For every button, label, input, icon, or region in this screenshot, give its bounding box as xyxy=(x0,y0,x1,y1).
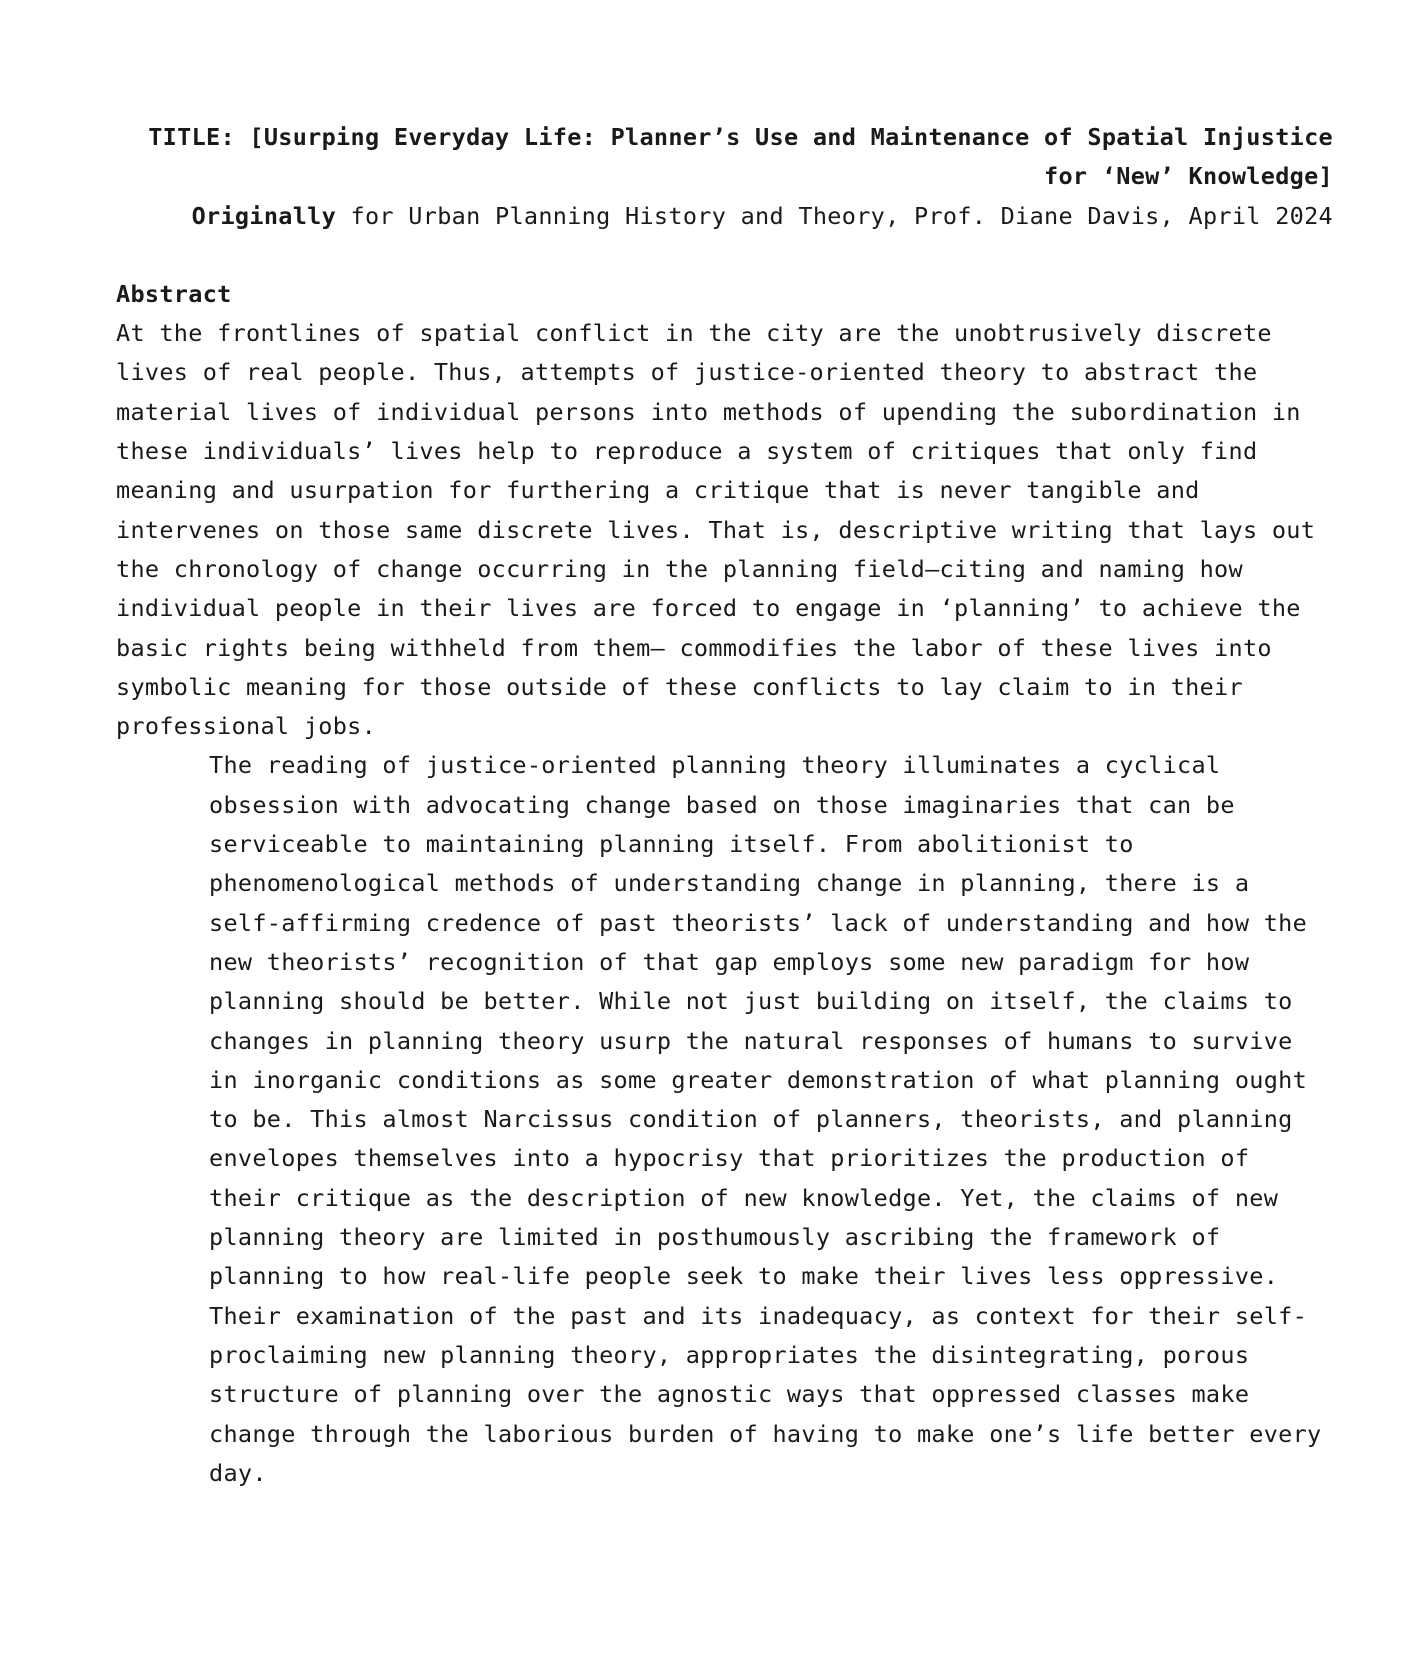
title-block xyxy=(116,118,1333,236)
document-page xyxy=(116,118,1333,1493)
course-details: for Urban Planning History and Theory, Prof. Diane Davis, April 2024 xyxy=(336,201,1333,230)
originally-label: Originally xyxy=(191,201,337,230)
abstract-heading: Abstract xyxy=(116,279,232,308)
abstract-paragraph-2: The reading of justice-oriented planning theory illuminates a cyclical obsession with advocating change based on those imaginaries that can be serviceable to maintaining planning itself. From abolitionist to phenomenological methods of understanding change in planning, there is a self-affirming credence of past theorists’ lack of understanding and how the new theorists’ recognition of that gap employs some new paradigm for how planning should be better. While not just building on itself, the claims to changes in planning theory usurp the natural responses of humans to survive in inorganic conditions as some greater demonstration of what planning ought to be. This almost Narcissus condition of planners, theorists, and planning envelopes themselves into a hypocrisy that prioritizes the production of their critique as the description of new knowledge. Yet, the claims of new planning theory are limited in posthumously ascribing the framework of planning to how real-life people seek to make their lives less oppressive. Their examination of the past and its inadequacy, as context for their self-proclaiming new planning theory, appropriates the disintegrating, porous structure of planning over the agnostic ways that oppressed classes make change through the laborious burden of having to make one’s life better every day. xyxy=(209,751,1322,1487)
abstract-paragraph-1: At the frontlines of spatial conflict in the city are the unobtrusively discrete lives of real people. Thus, attempts of justice-oriented theory to abstract the material lives of individual persons into methods of upending the subordination in these individuals’ lives help to reproduce a system of critiques that only find meaning and usurpation for furthering a critique that is never tangible and intervenes on those same discrete lives. That is, descriptive writing that lays out the chronology of change occurring in the planning field—citing and naming how individual people in their lives are forced to engage in ‘planning’ to achieve the basic rights being withheld from them— commodifies the labor of these lives into symbolic meaning for those outside of these conflicts to lay claim to in their professional jobs. xyxy=(116,319,1316,741)
course-attribution xyxy=(116,197,1333,236)
document-title: TITLE: [Usurping Everyday Life: Planner’s Use and Maintenance of Spatial Injustice for ‘New’ Knowledge] xyxy=(148,123,1333,191)
